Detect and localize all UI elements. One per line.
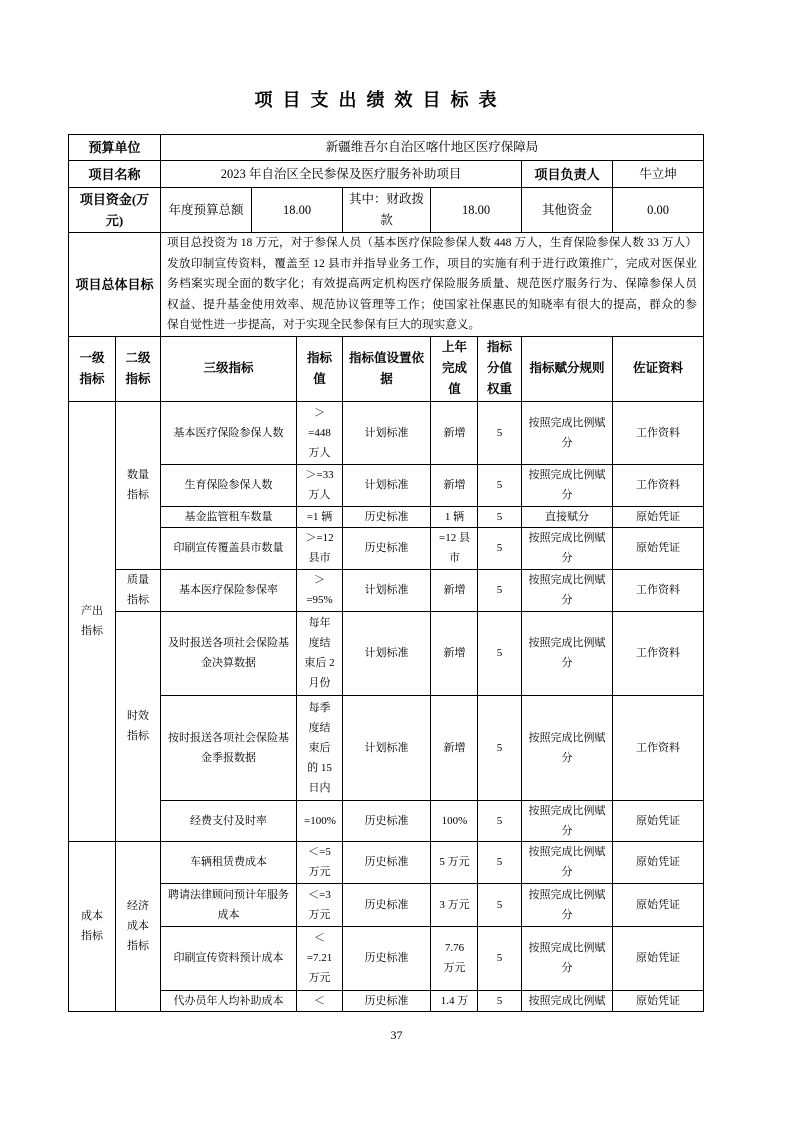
level2-indicator: 质量指标 <box>116 569 161 611</box>
indicator-weight: 5 <box>478 527 522 569</box>
level3-indicator: 印刷宣传覆盖县市数量 <box>161 527 297 569</box>
indicator-weight: 5 <box>478 883 522 926</box>
evidence-material: 工作资料 <box>613 611 704 695</box>
last-year-value: 7.76 万元 <box>431 926 478 990</box>
project-name-label: 项目名称 <box>69 161 161 188</box>
indicator-weight: 5 <box>478 926 522 990</box>
header-value: 指标值 <box>297 336 343 401</box>
level3-indicator: 基本医疗保险参保率 <box>161 569 297 611</box>
level1-indicator: 成本指标 <box>69 841 116 1011</box>
last-year-value: 新增 <box>431 695 478 800</box>
indicator-row <box>69 990 704 1011</box>
level2-indicator: 时效指标 <box>116 611 161 841</box>
page-number: 37 <box>390 1028 403 1042</box>
last-year-value: 新增 <box>431 464 478 506</box>
indicator-row <box>69 464 704 506</box>
last-year-value: 1 辆 <box>431 506 478 527</box>
indicator-basis: 计划标准 <box>343 401 431 464</box>
indicator-row <box>69 800 704 841</box>
header-last-year: 上年完成值 <box>431 336 478 401</box>
overall-goal-label: 项目总体目标 <box>69 233 161 337</box>
evidence-material: 工作资料 <box>613 695 704 800</box>
other-funds-value: 0.00 <box>613 188 704 233</box>
indicator-value: ＜=3万元 <box>297 883 343 926</box>
indicator-basis: 历史标准 <box>343 883 431 926</box>
goal-line: 发放印制宣传资料，覆盖至 12 县市并指导业务工作，项目的实施有利于进行政策推广，完成对医保业 <box>167 256 698 270</box>
project-name-row <box>69 161 704 188</box>
scoring-rule: 按照完成比例赋分 <box>522 464 613 506</box>
indicator-basis: 计划标准 <box>343 611 431 695</box>
evidence-material: 原始凭证 <box>613 926 704 990</box>
indicator-weight: 5 <box>478 990 522 1011</box>
header-rule: 指标赋分规则 <box>522 336 613 401</box>
evidence-material: 原始凭证 <box>613 841 704 883</box>
indicator-value: ＞=95% <box>297 569 343 611</box>
level3-indicator: 聘请法律顾问预计年服务成本 <box>161 883 297 926</box>
level3-indicator: 车辆租赁费成本 <box>161 841 297 883</box>
budget-unit-row <box>69 135 704 161</box>
scoring-rule: 按照完成比例赋 <box>522 990 613 1011</box>
evidence-material: 原始凭证 <box>613 506 704 527</box>
annual-budget-label: 年度预算总额 <box>161 188 252 233</box>
indicator-value: 每季度结束后的 15 日内 <box>297 695 343 800</box>
evidence-material: 原始凭证 <box>613 800 704 841</box>
indicator-value: ＞=33万人 <box>297 464 343 506</box>
header-weight: 指标分值权重 <box>478 336 522 401</box>
evidence-material: 原始凭证 <box>613 527 704 569</box>
indicator-value: ＞=12县市 <box>297 527 343 569</box>
header-level1: 一级指标 <box>69 336 116 401</box>
level3-indicator: 代办员年人均补助成本 <box>161 990 297 1011</box>
indicator-weight: 5 <box>478 569 522 611</box>
evidence-material: 工作资料 <box>613 464 704 506</box>
indicator-basis: 历史标准 <box>343 800 431 841</box>
indicator-basis: 历史标准 <box>343 990 431 1011</box>
indicator-value: ＜ <box>297 990 343 1011</box>
scoring-rule: 按照完成比例赋分 <box>522 841 613 883</box>
indicator-basis: 历史标准 <box>343 841 431 883</box>
page-title: 项目支出绩效目标表 <box>254 90 507 110</box>
indicator-row <box>69 506 704 527</box>
indicator-basis: 计划标准 <box>343 569 431 611</box>
indicator-weight: 5 <box>478 695 522 800</box>
indicator-value: ＜=5万元 <box>297 841 343 883</box>
project-leader-value: 牛立坤 <box>613 161 704 188</box>
last-year-value: 5 万元 <box>431 841 478 883</box>
fiscal-allocation-value: 18.00 <box>431 188 522 233</box>
project-name-value: 2023 年自治区全民参保及医疗服务补助项目 <box>161 161 522 188</box>
annual-budget-value: 18.00 <box>252 188 343 233</box>
indicator-row <box>69 883 704 926</box>
indicator-row <box>69 611 704 695</box>
performance-target-table <box>68 134 704 1012</box>
goal-line: 项目总投资为 18 万元，对于参保人员（基本医疗保险参保人数 448 万人，生育保险参保人数 33 万人） <box>167 236 698 249</box>
last-year-value: 新增 <box>431 401 478 464</box>
project-info-section <box>69 135 704 402</box>
goal-line: 保自觉性进一步提高，对于实现全民参保有巨大的现实意义。 <box>167 318 481 331</box>
last-year-value: =12 县市 <box>431 527 478 569</box>
scoring-rule: 按照完成比例赋分 <box>522 800 613 841</box>
last-year-value: 新增 <box>431 569 478 611</box>
level1-indicator: 产出指标 <box>69 401 116 841</box>
indicator-weight: 5 <box>478 841 522 883</box>
other-funds-label: 其他资金 <box>522 188 613 233</box>
last-year-value: 新增 <box>431 611 478 695</box>
scoring-rule: 按照完成比例赋分 <box>522 695 613 800</box>
overall-goal-row <box>69 233 704 337</box>
level3-indicator: 及时报送各项社会保险基金决算数据 <box>161 611 297 695</box>
project-funds-row <box>69 188 704 233</box>
scoring-rule: 按照完成比例赋分 <box>522 611 613 695</box>
indicator-row <box>69 841 704 883</box>
indicator-basis: 历史标准 <box>343 527 431 569</box>
indicator-weight: 5 <box>478 800 522 841</box>
budget-unit-label: 预算单位 <box>69 135 161 161</box>
last-year-value: 100% <box>431 800 478 841</box>
fiscal-allocation-label: 其中：财政拨款 <box>343 188 431 233</box>
indicator-weight: 5 <box>478 611 522 695</box>
indicator-row <box>69 401 704 464</box>
indicator-weight: 5 <box>478 506 522 527</box>
indicator-weight: 5 <box>478 464 522 506</box>
header-level2: 二级指标 <box>116 336 161 401</box>
indicator-row <box>69 695 704 800</box>
indicator-basis: 历史标准 <box>343 926 431 990</box>
evidence-material: 工作资料 <box>613 569 704 611</box>
level2-indicator: 经济成本指标 <box>116 841 161 1011</box>
project-leader-label: 项目负责人 <box>522 161 613 188</box>
level3-indicator: 基金监管租车数量 <box>161 506 297 527</box>
last-year-value: 1.4 万 <box>431 990 478 1011</box>
indicator-value: 每年度结束后 2 月份 <box>297 611 343 695</box>
indicator-row <box>69 926 704 990</box>
level3-indicator: 生育保险参保人数 <box>161 464 297 506</box>
scoring-rule: 直接赋分 <box>522 506 613 527</box>
evidence-material: 原始凭证 <box>613 990 704 1011</box>
level2-indicator: 数量指标 <box>116 401 161 569</box>
header-level3: 三级指标 <box>161 336 297 401</box>
project-funds-label: 项目资金(万元) <box>69 188 161 233</box>
goal-line: 权益、提升基金使用效率、规范协议管理等工作；使国家社保惠民的知晓率有很大的提高，群众的参 <box>167 297 698 311</box>
level3-indicator: 印刷宣传资料预计成本 <box>161 926 297 990</box>
last-year-value: 3 万元 <box>431 883 478 926</box>
indicator-value: ＞=448万人 <box>297 401 343 464</box>
scoring-rule: 按照完成比例赋分 <box>522 401 613 464</box>
scoring-rule: 按照完成比例赋分 <box>522 527 613 569</box>
indicator-header-row <box>69 336 704 401</box>
level3-indicator: 基本医疗保险参保人数 <box>161 401 297 464</box>
indicator-basis: 计划标准 <box>343 464 431 506</box>
scoring-rule: 按照完成比例赋分 <box>522 883 613 926</box>
goal-line: 务档案实现全面的数字化；有效提高两定机构医疗保险服务质量、规范医疗服务行为、保障参保人员 <box>167 277 698 290</box>
indicator-value: =1 辆 <box>297 506 343 527</box>
indicator-section <box>69 401 704 1011</box>
header-evidence: 佐证资料 <box>613 336 704 401</box>
evidence-material: 原始凭证 <box>613 883 704 926</box>
indicator-weight: 5 <box>478 401 522 464</box>
indicator-value: ＜=7.21万元 <box>297 926 343 990</box>
indicator-row <box>69 569 704 611</box>
scoring-rule: 按照完成比例赋分 <box>522 926 613 990</box>
budget-unit-value: 新疆维吾尔自治区喀什地区医疗保障局 <box>161 135 704 161</box>
indicator-basis: 计划标准 <box>343 695 431 800</box>
indicator-value: =100% <box>297 800 343 841</box>
indicator-basis: 历史标准 <box>343 506 431 527</box>
evidence-material: 工作资料 <box>613 401 704 464</box>
overall-goal-text <box>161 233 704 337</box>
header-basis: 指标值设置依据 <box>343 336 431 401</box>
indicator-row <box>69 527 704 569</box>
level3-indicator: 经费支付及时率 <box>161 800 297 841</box>
level3-indicator: 按时报送各项社会保险基金季报数据 <box>161 695 297 800</box>
scoring-rule: 按照完成比例赋分 <box>522 569 613 611</box>
